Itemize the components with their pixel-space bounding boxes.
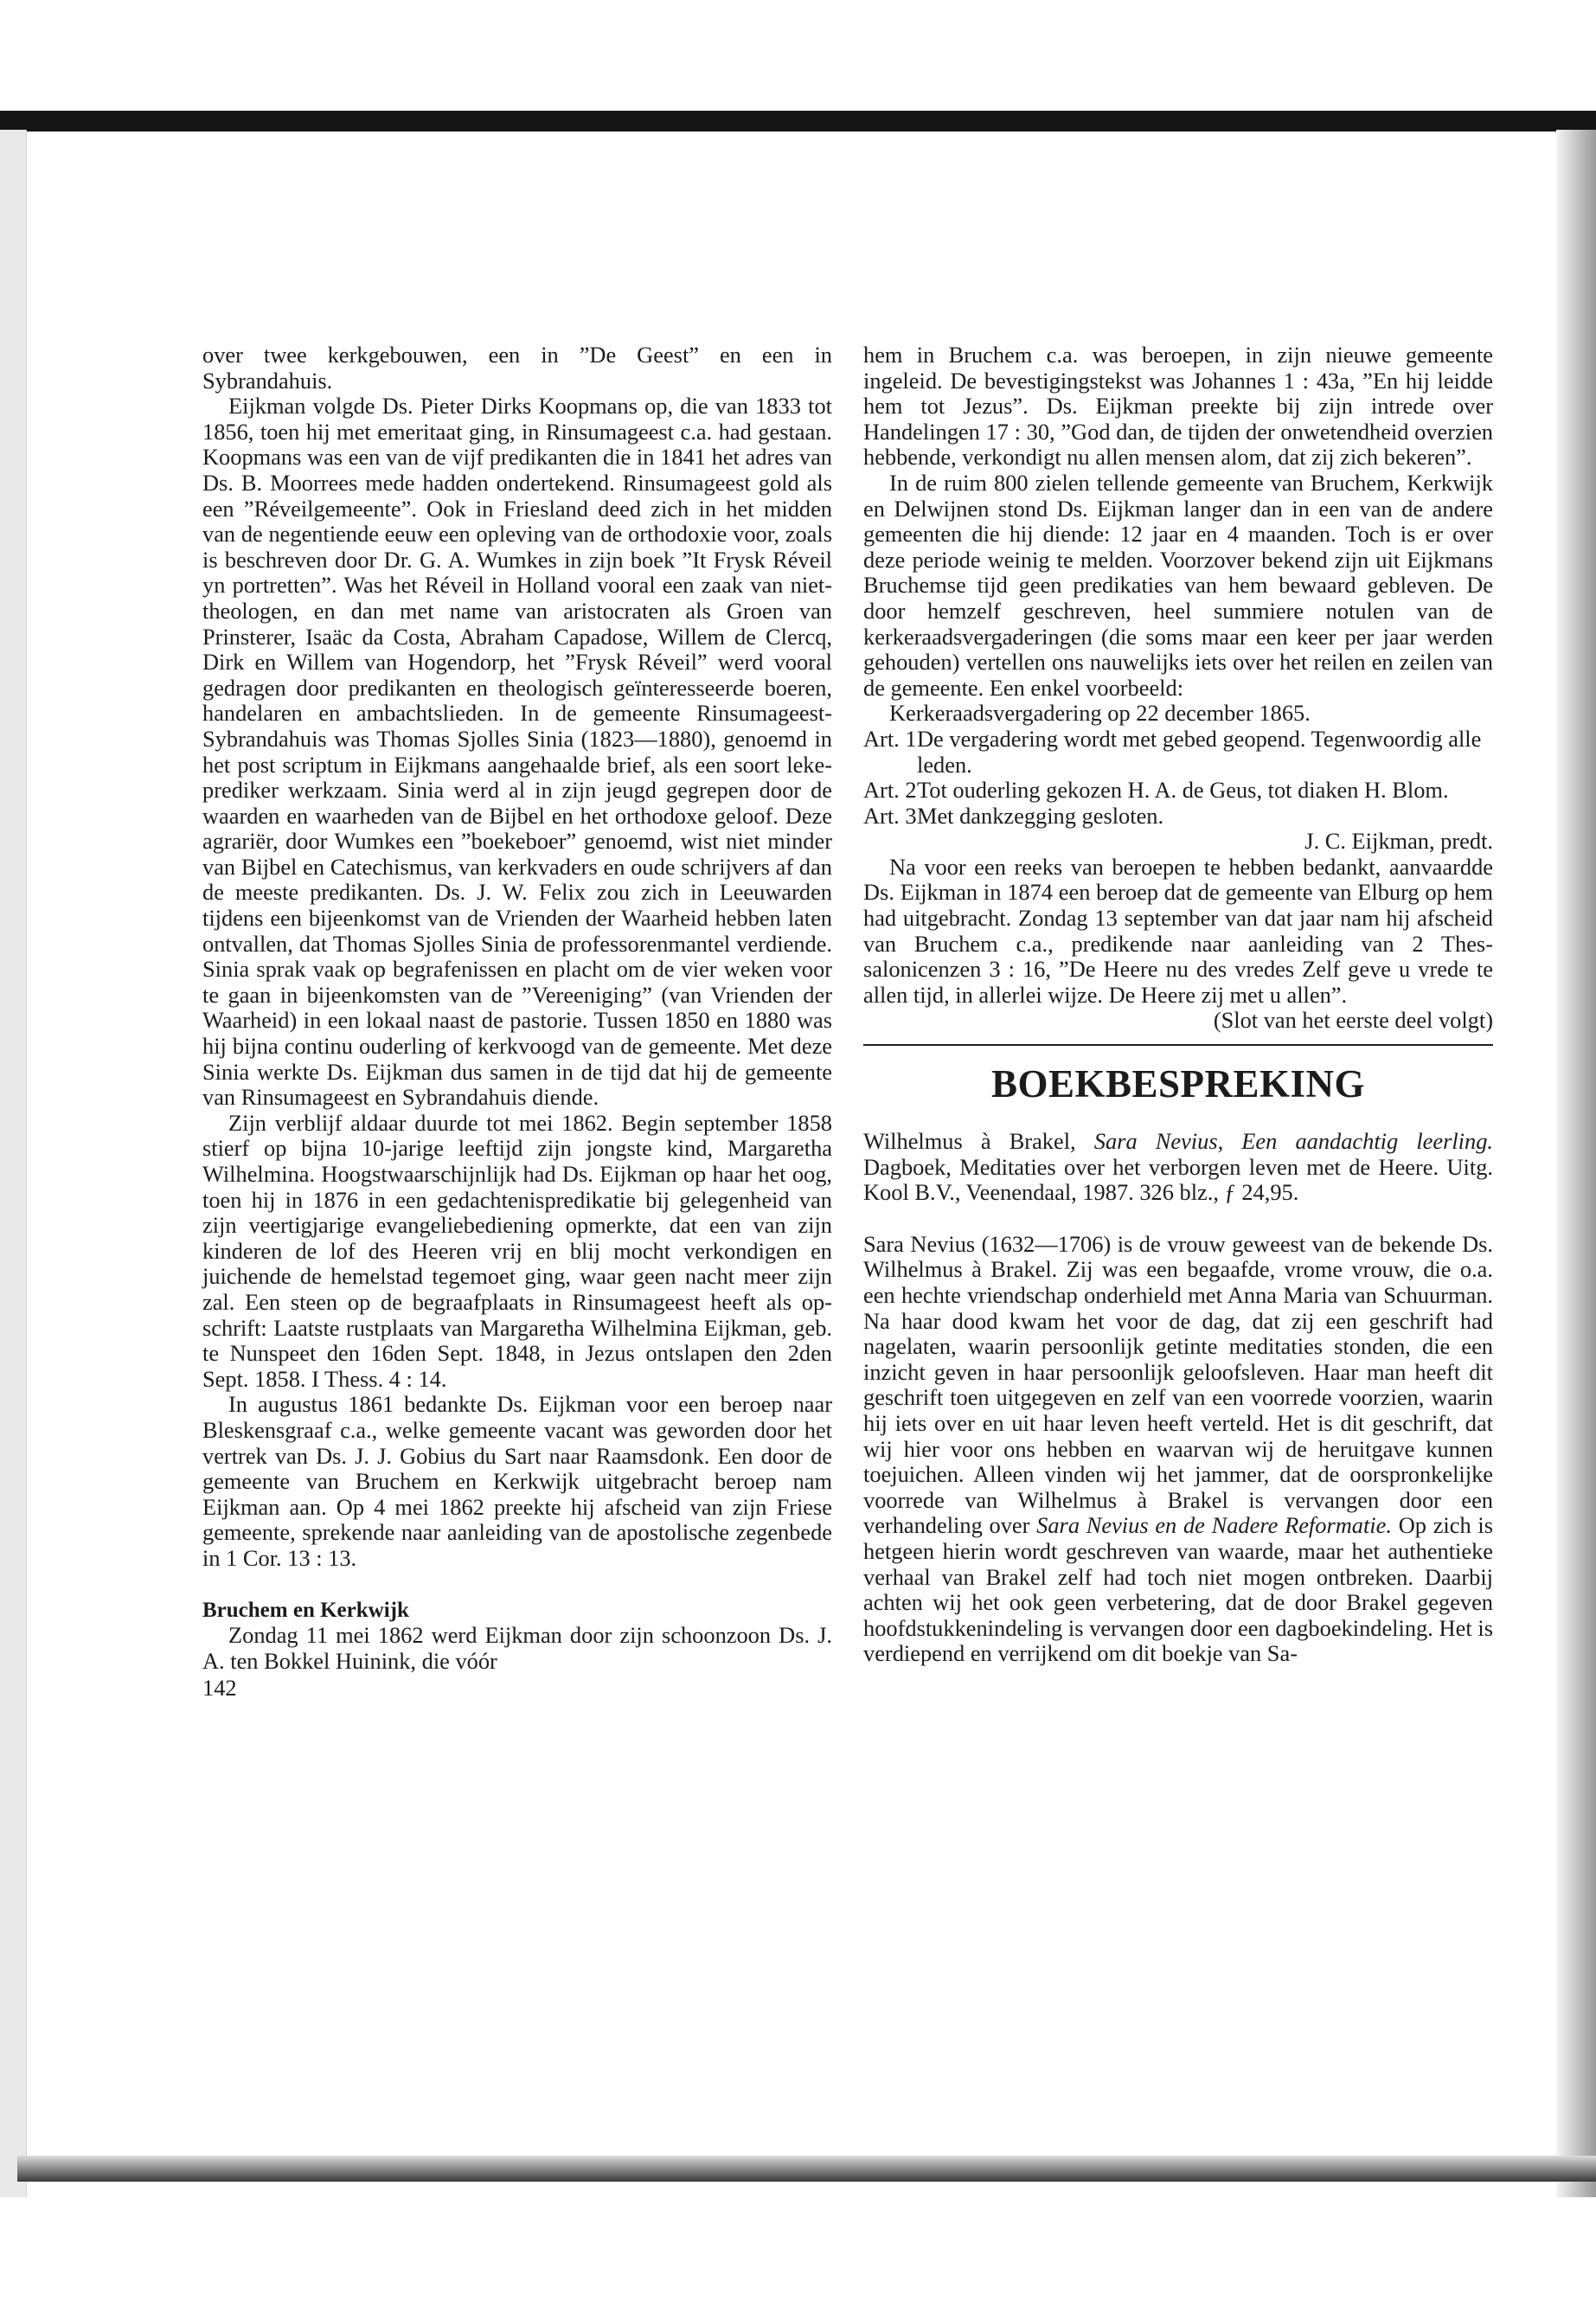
- left-paragraph-1: over twee kerkgebouwen, een in ”De Geest” en een in Sybrandahuis.: [202, 342, 832, 394]
- page-number: 142: [202, 1675, 237, 1702]
- left-paragraph-2: Eijkman volgde Ds. Pieter Dirks Koopmans op, die van 1833 tot 1856, toen hij met emeritaat ging, in Rinsumageest c.a. had gestaan. Koopmans was een van de vijf predikanten die in 1841 het adres van Ds. B. Moorrees mede hadden ondertekend. Rinsumageest gold als een ”Réveilgemeente”. Ook in Friesland deed zich in het midden van de negentiende eeuw een opleving van de orthodoxie voor, zoals is beschreven door Dr. G. A. Wumkes in zijn boek ”It Frysk Réveil yn portretten”. Was het Réveil in Holland vooral een zaak van niet-theologen, en dan met name van aristocraten als Groen van Prinsterer, Isaäc da Costa, Abraham Capadose, Willem de Clercq, Dirk en Willem van Hogendorp, het ”Frysk Réveil” werd vooral gedragen door predikanten en theologisch geïnteresseerde boeren, handelaren en ambachtslieden. In de gemeente Rinsumageest-Sybrandahuis was Thomas Sjolles Sinia (1823—1880), genoemd in het post scriptum in Eijkmans aangehaalde brief, als een soort lekeprediker werkzaam. Sinia werd al in zijn jeugd gegrepen door de waarden en waarheden van de Bijbel en het orthodoxe geloof. Deze agrariër, door Wumkes een ”boekeboer” genoemd, wist niet minder van Bijbel en Catechismus, van kerkvaders en oude schrijvers af dan de meeste predikanten. Ds. J. W. Felix zou zich in Leeuwarden tijdens een bijeenkomst van de Vrienden der Waarheid hebben laten ontvallen, dat Thomas Sjolles Sinia de professorenmantel verdiende. Sinia sprak vaak op begrafenissen en placht om de vier weken voor te gaan in bijeenkomsten van de ”Vereeniging” (van Vrienden der Waarheid) in een lokaal naast de pastorie. Tussen 1850 en 1880 was hij bijna continu ouderling of kerkvoogd van de gemeente. Met deze Sinia werkte Ds. Eijkman dus samen in de tijd dat hij de gemeente van Rinsumageest en Sybrandahuis diende.: [202, 393, 832, 1111]
- left-paragraph-5: Zondag 11 mei 1862 werd Eijkman door zijn schoonzoon Ds. J. A. ten Bokkel Huinink, die vóór: [202, 1622, 832, 1674]
- review-italic-title: Sara Nevius en de Nadere Reformatie.: [1036, 1512, 1392, 1539]
- book-details: Dagboek, Meditaties over het verborgen leven met de Heere. Uitg. Kool B.V., Veenendaal, 1987. 326 blz., ƒ 24,95.: [863, 1153, 1493, 1206]
- left-paragraph-3: Zijn verblijf aldaar duurde tot mei 1862. Begin september 1858 stierf op bijna 10-jarige leeftijd zijn jongste kind, Margaretha Wilhelmina. Hoogstwaarschijnlijk had Ds. Eijkman op haar het oog, toen hij in 1876 in een gedachtenispredikatie bij gelegenheid van zijn veertigjarige evangeliebediening opmerkte, dat een van zijn kinderen de lof des Heeren vrij en blij mocht verkondigen en juichende de hemelstad tegemoet ging, waar geen nacht meer zijn zal. Een steen op de begraafplaats in Rinsumageest heeft als opschrift: Laatste rustplaats van Margaretha Wilhelmina Eijkman, geb. te Nunspeet den 16den Sept. 1848, in Jezus ontslapen den 2den Sept. 1858. I Thess. 4 : 14.: [202, 1109, 832, 1392]
- continued-note: (Slot van het eerste deel volgt): [1213, 1007, 1493, 1034]
- article-text: Tot ouderling gekozen H. A. de Geus, tot diaken H. Blom.: [917, 777, 1449, 804]
- section-subheading: Bruchem en Kerkwijk: [202, 1598, 409, 1622]
- review-text-part-1: Sara Nevius (1632—1706) is de vrouw geweest van de bekende Ds. Wilhelmus à Brakel. Zij was een begaafde, vrome vrouw, die o.a. een hechte vriendschap onderhield met Anna Maria van Schuurman. Na haar dood kwam het voor de dag, dat zij een geschrift had nagelaten, waarin persoonlijk getinte meditaties stonden, die een inzicht geven in haar persoonlijk geloofsleven. Haar man heeft dit geschrift toen uitgegeven en zelf van een voorrede voorzien, waarin hij iets over en uit haar leven heeft verteld. Het is dit geschrift, dat wij hier voor ons hebben en waarvan wij de heruitgave kunnen toejuichen. Alleen vinden wij het jammer, dat de oorspronkelijke voorrede van Wilhelmus à Brakel is vervangen door een verhandeling over: [863, 1230, 1493, 1539]
- book-title: Sara Nevius, Een aandachtig leerling.: [1093, 1128, 1493, 1155]
- right-paragraph-3: Na voor een reeks van beroepen te hebben bedankt, aanvaardde Ds. Eijkman in 1874 een beroep dat de gemeente van Elburg op hem had uitgebracht. Zondag 13 september van dat jaar nam hij afscheid van Bruchem c.a., predikende naar aanleiding van 2 Thessalonicenzen 3 : 16, ”De Heere nu des vredes Zelf geve u vrede te allen tijd, in allerlei wijze. De Heere zij met u allen”.: [863, 853, 1493, 1008]
- article-label: Art. 3: [863, 802, 917, 829]
- scan-top-band: [0, 111, 1596, 131]
- review-text-part-2: Op zich is hetgeen hierin wordt geschreven van waarde, maar het authentieke verhaal van Brakel zelf had toch niet mogen ontbreken. Daarbij achten wij het ook geen verbetering, dat de door Brakel gegeven hoofdstukkenindeling is vervangen door een dagboekindeling. Het is verdiepend en verrijkend om dit boekje van Sa-: [863, 1512, 1493, 1667]
- review-heading: BOEKBESPREKING: [990, 1062, 1366, 1106]
- book-reference: [863, 1129, 1493, 1206]
- minutes-article-3: [863, 804, 1493, 830]
- scan-right-shadow: [1556, 130, 1596, 2197]
- scan-left-edge: [0, 130, 27, 2197]
- book-author: Wilhelmus à Brakel,: [863, 1128, 1094, 1155]
- minutes-title: Kerkeraadsvergadering op 22 december 1865.: [889, 700, 1311, 727]
- minutes-signature: J. C. Eijkman, predt.: [1304, 828, 1493, 855]
- section-divider: [863, 1044, 1493, 1046]
- article-label: Art. 1: [863, 725, 917, 752]
- right-paragraph-1: hem in Bruchem c.a. was beroepen, in zijn nieuwe gemeente ingeleid. De bevestigingstekst was Johannes 1 : 43a, ”En hij leidde hem tot Jezus”. Ds. Eijkman preekte bij zijn intrede over Handelingen 17 : 30, ”God dan, de tijden der onwetendheid overzien hebbende, verkondigt nu allen mensen alom, dat zij zich bekeren”.: [863, 342, 1493, 471]
- right-paragraph-2: In de ruim 800 zielen tellende gemeente van Bruchem, Kerkwijk en Delwijnen stond Ds. Eijkman langer dan in een van de andere gemeenten die hij diende: 12 jaar en 4 maanden. Toch is er over deze periode weinig te melden. Voorzover bekend zijn uit Eijkmans Bruchemse tijd geen predikaties van hem bewaard gebleven. De door hemzelf geschreven, heel summiere notulen van de kerkeraadsvergaderingen (die soms maar een keer per jaar werden gehouden) vertellen ons nauwelijks iets over het reilen en zeilen van de gemeente. Een enkel voorbeeld:: [863, 469, 1493, 701]
- minutes-article-1: [863, 727, 1493, 778]
- left-column: [202, 343, 832, 1702]
- right-column: [863, 343, 1493, 1667]
- article-text: Met dankzegging gesloten.: [917, 802, 1164, 829]
- review-paragraph-1: [863, 1232, 1493, 1667]
- article-text: De vergadering wordt met gebed geopend. Tegenwoordig alle leden.: [917, 725, 1482, 778]
- left-paragraph-4: In augustus 1861 bedankte Ds. Eijkman voor een beroep naar Bleskensgraaf c.a., welke gemeente vacant was geworden door het vertrek van Ds. J. J. Gobius du Sart naar Raamsdonk. Een door de gemeente van Bruchem en Kerkwijk uitgebracht beroep nam Eijkman aan. Op 4 mei 1862 preekte hij afscheid van zijn Friese gemeente, sprekende naar aanleiding van de apostolische zegenbede in 1 Cor. 13 : 13.: [202, 1391, 832, 1571]
- scan-bottom-band: [17, 2156, 1596, 2182]
- document-page: [28, 131, 1554, 2156]
- article-label: Art. 2: [863, 777, 917, 804]
- minutes-article-2: [863, 778, 1493, 804]
